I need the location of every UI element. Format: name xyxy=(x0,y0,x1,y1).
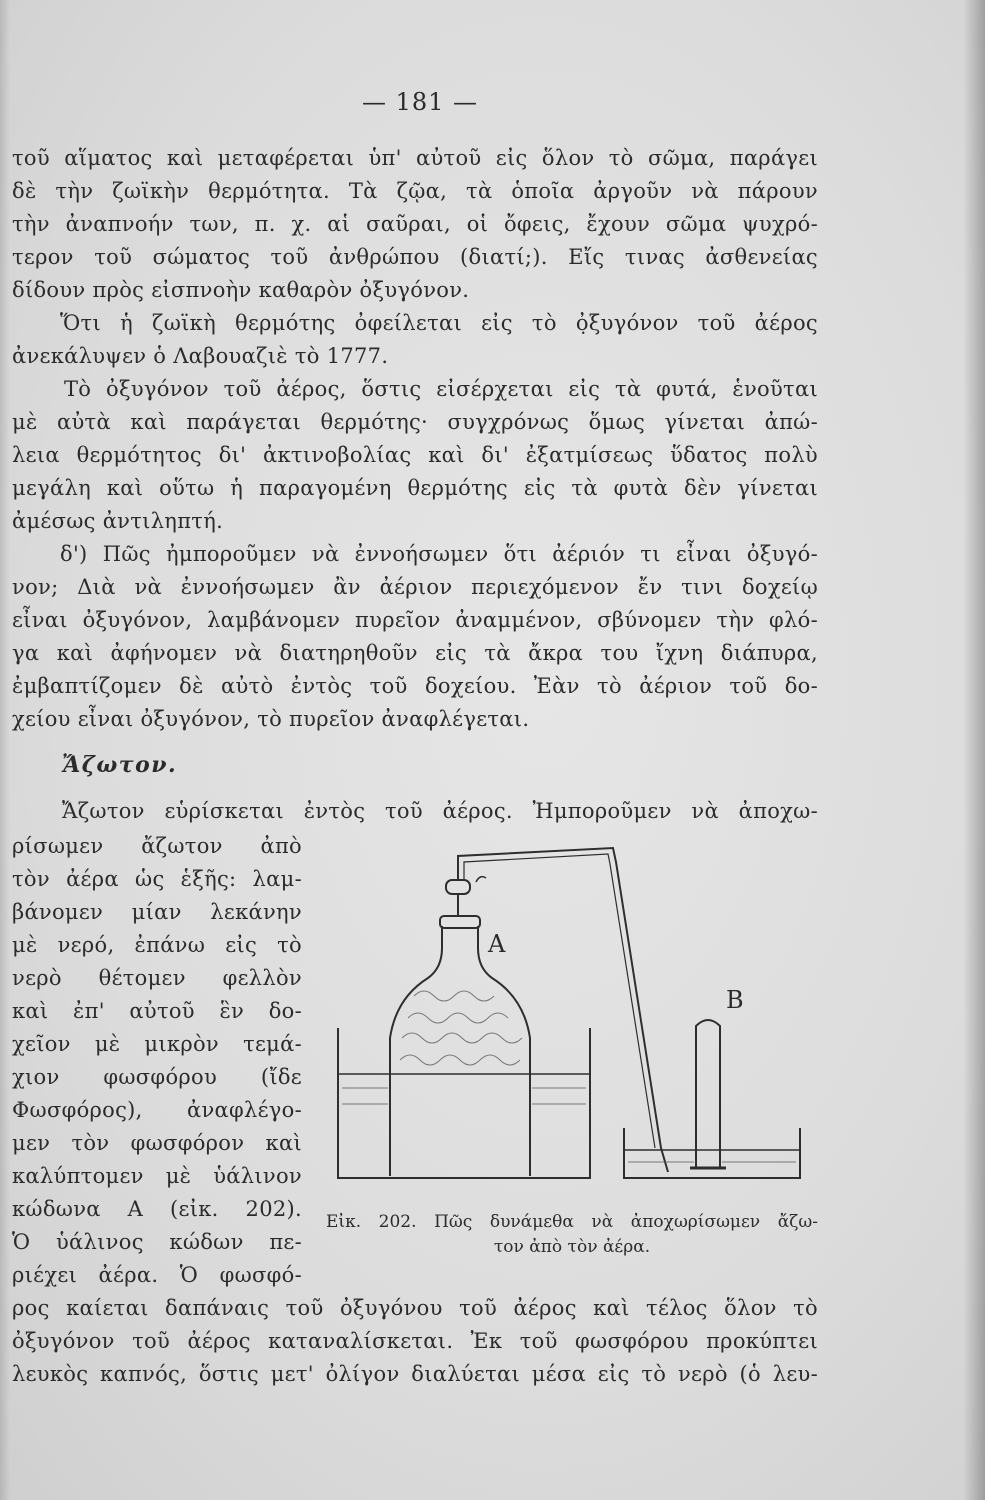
text-line: βάνομεν μίαν λεκάνην xyxy=(12,900,302,924)
figure-202 xyxy=(318,838,818,1198)
text-line: καλύπτομεν μὲ ὑάλινον xyxy=(12,1164,302,1188)
basin-a xyxy=(338,1028,590,1178)
text-line: χείου εἶναι ὀξυγόνον, τὸ πυρεῖον ἀναφλέγεται. xyxy=(12,707,530,731)
text-line: μεγάλη καὶ οὕτω ἡ παραγομένη θερμότης εἰς τὰ φυτὰ δὲν γίνεται xyxy=(12,476,818,500)
stopper xyxy=(440,916,480,928)
text-line: μεν τὸν φωσφόρον καὶ xyxy=(12,1131,302,1155)
text-line: Ὁ ὑάλινος κώδων πε- xyxy=(12,1230,302,1254)
text-line: ρίσωμεν ἄζωτον ἀπὸ xyxy=(12,834,302,858)
test-tube-b xyxy=(696,1020,720,1168)
text-line: λευκὸς καπνός, ὅστις μετ' ὀλίγον διαλύεται μέσα εἰς τὸ νερὸ (ὁ λευ- xyxy=(12,1362,818,1386)
text-line: τοῦ αἵματος καὶ μεταφέρεται ὑπ' αὐτοῦ εἰς ὅλον τὸ σῶμα, παράγει xyxy=(12,146,818,170)
text-line: δὲ τὴν ζωϊκὴν θερμότητα. Τὰ ζῷα, τὰ ὁποῖα ἀργοῦν νὰ πάρουν xyxy=(12,179,818,203)
text-line: ἐμβαπτίζομεν δὲ αὐτὸ ἐντὸς τοῦ δοχείου. Ἐὰν τὸ ἀέριον τοῦ δο- xyxy=(12,674,818,698)
bell-jar-a xyxy=(390,926,530,1176)
label-a: A xyxy=(488,930,506,958)
text-line: ἀμέσως ἀντιληπτή. xyxy=(12,509,224,533)
text-line: λεια θερμότητος δι' ἀκτινοβολίας καὶ δι' ἐξατμίσεως ὕδατος πολὺ xyxy=(12,443,818,467)
text-line: γα καὶ ἀφήνομεν νὰ διατηρηθοῦν εἰς τὰ ἄκρα του ἴχνη διάπυρα, xyxy=(12,641,818,665)
basin-b xyxy=(624,1128,800,1178)
page-number: — 181 — xyxy=(361,88,479,116)
text-line: ὀξυγόνον τοῦ ἀέρος καταναλίσκεται. Ἐκ τοῦ φωσφόρου προκύπτει xyxy=(12,1329,818,1353)
text-line: χιον φωσφόρου (ἴδε xyxy=(12,1065,302,1089)
text-line: κώδωνα Α (εἰκ. 202). xyxy=(12,1197,302,1221)
delivery-tube xyxy=(458,848,668,1172)
figure-caption: Εἰκ. 202. Πῶς δυνάμεθα νὰ ἀποχωρίσωμεν ἄζω- xyxy=(326,1212,818,1232)
text-line: μὲ νερό, ἐπάνω εἰς τὸ xyxy=(12,933,302,957)
page-edge-shadow xyxy=(963,0,985,1500)
text-line: δίδουν πρὸς εἰσπνοὴν καθαρὸν ὀξυγόνον. xyxy=(12,278,470,302)
text-line: καὶ ἐπ' αὐτοῦ ἓν δο- xyxy=(12,999,302,1023)
stopcock xyxy=(446,880,470,894)
text-line: νον; Διὰ νὰ ἐννοήσωμεν ἂν ἀέριον περιεχόμενον ἔν τινι δοχείῳ xyxy=(12,575,818,599)
text-line: χεῖον μὲ μικρὸν τεμά- xyxy=(12,1032,302,1056)
apparatus-illustration xyxy=(318,838,818,1198)
text-line: ρος καίεται δαπάναις τοῦ ὀξυγόνου τοῦ ἀέρος καὶ τέλος ὅλον τὸ xyxy=(12,1296,818,1320)
text-line: εἶναι ὀξυγόνον, λαμβάνομεν πυρεῖον ἀναμμένον, σβύνομεν τὴν φλό- xyxy=(12,608,818,632)
text-line: Ἄζωτον εὑρίσκεται ἐντὸς τοῦ ἀέρος. Ἠμποροῦμεν νὰ ἀποχω- xyxy=(62,799,818,823)
text-line: τὴν ἀναπνοήν των, π. χ. αἱ σαῦραι, οἱ ὄφεις, ἔχουν σῶμα ψυχρό- xyxy=(12,212,818,236)
text-line: μὲ αὐτὰ καὶ παράγεται θερμότης· συγχρόνως ὅμως γίνεται ἀπώ- xyxy=(12,410,818,434)
label-b: B xyxy=(726,986,744,1014)
text-line: τὸν ἀέρα ὡς ἑξῆς: λαμ- xyxy=(12,867,302,891)
text-line: Φωσφόρος), ἀναφλέγο- xyxy=(12,1098,302,1122)
text-line: ριέχει ἀέρα. Ὁ φωσφό- xyxy=(12,1263,302,1287)
text-line: ἀνεκάλυψεν ὁ Λαβουαζιὲ τὸ 1777. xyxy=(12,344,389,368)
binding-shadow xyxy=(0,0,10,1500)
text-line: Τὸ ὀξυγόνον τοῦ ἀέρος, ὅστις εἰσέρχεται εἰς τὰ φυτά, ἑνοῦται xyxy=(64,377,818,401)
text-line: νερὸ θέτομεν φελλὸν xyxy=(12,966,302,990)
text-line: τερον τοῦ σώματος τοῦ ἀνθρώπου (διατί;). Εἴς τινας ἀσθενείας xyxy=(12,245,818,269)
text-line: Ὅτι ἡ ζωϊκὴ θερμότης ὀφείλεται εἰς τὸ ὀ̣ξυγόνον τοῦ ἀέρος xyxy=(60,311,818,335)
section-heading: Ἄζωτον. xyxy=(62,752,178,778)
figure-caption-continued: τον ἀπὸ τὸν ἀέρα. xyxy=(493,1237,651,1257)
text-line: δ') Πῶς ἠμποροῦμεν νὰ ἐννοήσωμεν ὅτι ἀέριόν τι εἶναι ὀξυγό- xyxy=(60,542,818,566)
